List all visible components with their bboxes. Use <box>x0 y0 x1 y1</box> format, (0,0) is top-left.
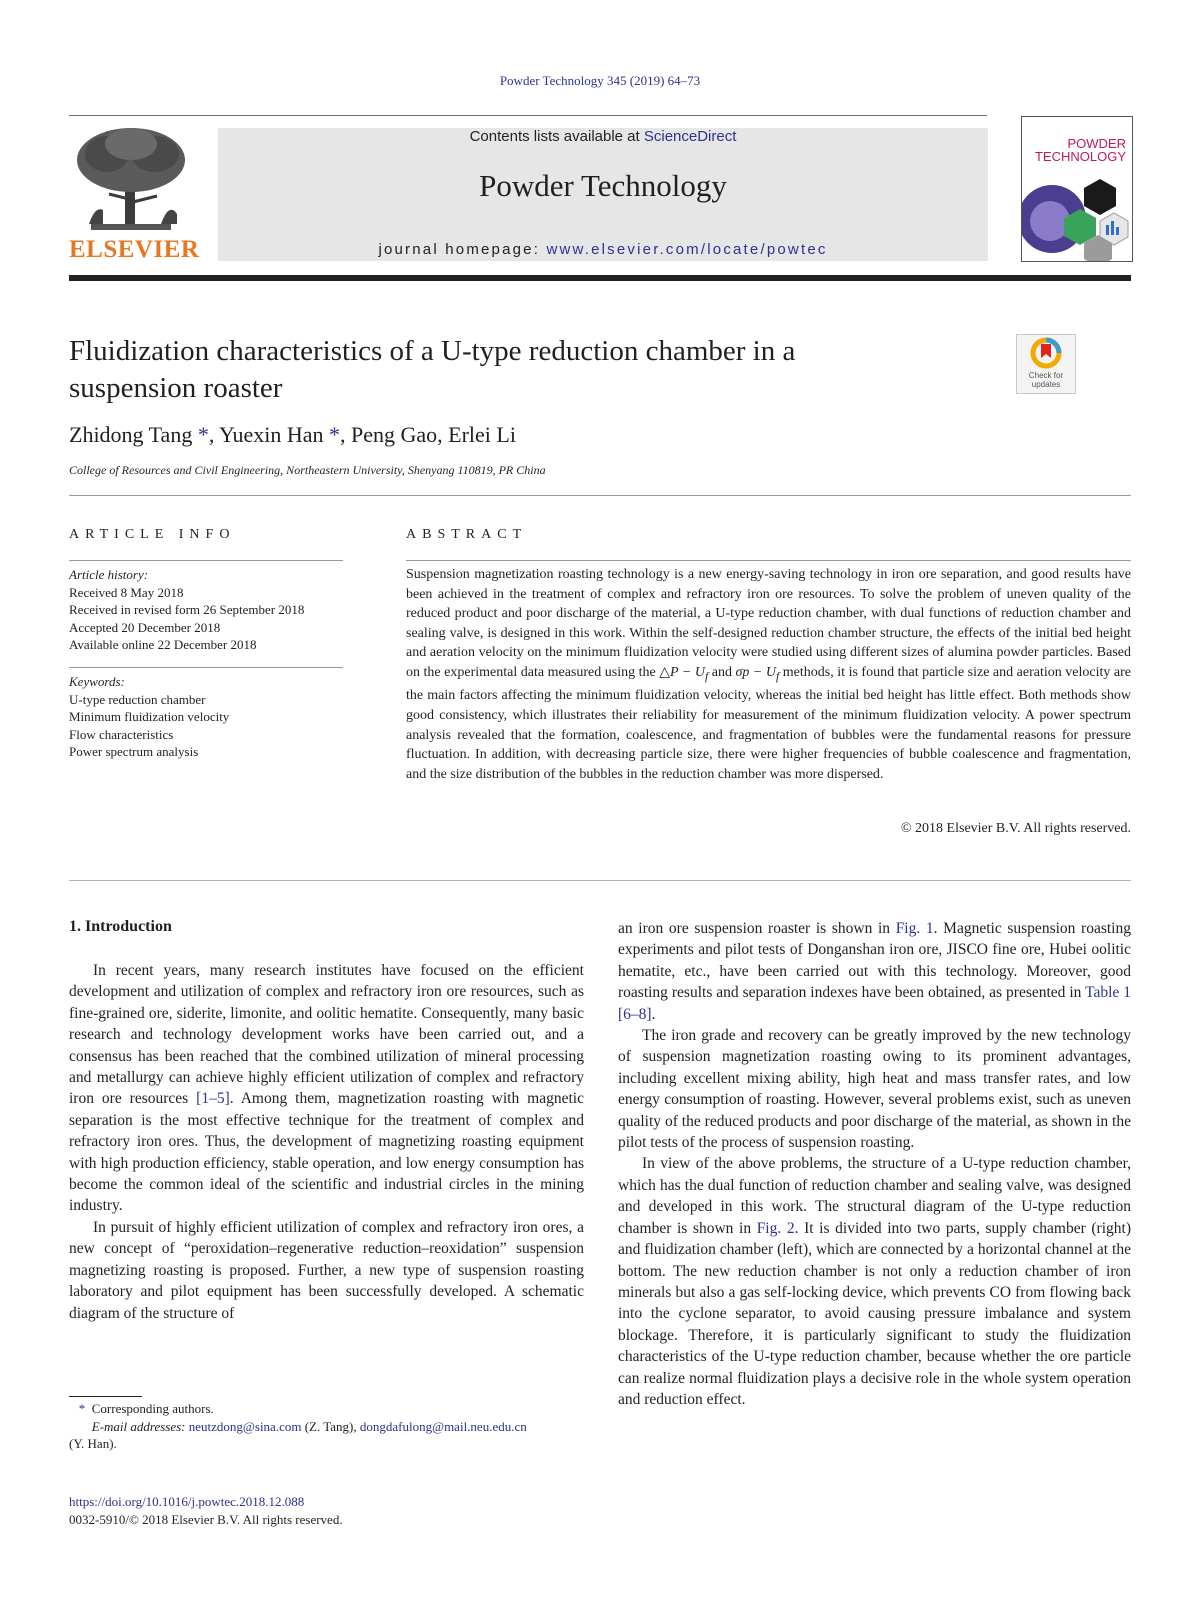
email-owner: (Y. Han). <box>69 1436 117 1451</box>
author-name: Zhidong Tang <box>69 422 193 447</box>
keyword-item: U-type reduction chamber <box>69 691 206 707</box>
author-name: Peng Gao <box>351 422 438 447</box>
table-link[interactable]: Table 1 <box>1085 984 1132 1002</box>
sciencedirect-link[interactable]: ScienceDirect <box>643 128 737 145</box>
author-separator: , <box>437 422 449 447</box>
paragraph-text: In view of the above problems, the structure of a U-type reduction chamber, which has the dual function of reduction chamber and sealing valve, was designed and developed in this work. The structural diagram of the U-type reduction chamber is shown in <box>618 1155 1131 1237</box>
footnote-star: * <box>78 1401 86 1416</box>
footnote-rule <box>69 1396 142 1397</box>
author-list <box>69 422 516 448</box>
crossmark-icon <box>1017 335 1075 371</box>
corresponding-author-marker[interactable]: * <box>323 422 340 447</box>
body-column-left <box>69 960 584 1324</box>
corresponding-note <box>69 1400 584 1418</box>
email-link[interactable]: dongdafulong@mail.neu.edu.cn <box>359 1418 527 1434</box>
paragraph <box>618 1153 1131 1410</box>
method-sigma-p-symbol: σp − U <box>735 664 777 680</box>
cover-title-line1: POWDER <box>1067 136 1126 151</box>
keywords <box>69 673 349 761</box>
method-sigma-p-subscript: f <box>776 669 780 683</box>
issn-line: 0032-5910/© 2018 Elsevier B.V. All rights reserved. <box>69 1511 343 1527</box>
paragraph-text: . <box>651 1005 656 1023</box>
cover-art-icon <box>1022 169 1132 261</box>
paragraph <box>69 960 584 1217</box>
keyword-item: Minimum fluidization velocity <box>69 709 230 724</box>
publisher-logo-text: ELSEVIER <box>69 236 200 263</box>
paragraph: The iron grade and recovery can be greatly improved by the new technology of suspension magnetization roasting owing to its prominent advantages, including excellent mixing ability, high heat and mass transfer rates, and low energy consumption of roasting. However, several problems exist, such as uneven quality of the reduced products and poor discharge of the material, as shown in the pilot tests of the process of suspension roasting. <box>618 1027 1131 1152</box>
email-note <box>69 1418 584 1436</box>
crossmark-label <box>1017 371 1075 389</box>
paragraph-text: In recent years, many research institutes have focused on the efficient development and utilization of complex and refractory iron ore resources, such as fine-grained ore, siderite, limonite, and oolitic hematite. Consequently, many basic research and technology development works have been carried out, and a consensus has been reached that the combined utilization of mineral processing and metallurgy can achieve highly efficient utilization of complex and refractory iron ore resources <box>69 962 584 1108</box>
contents-prefix: Contents lists available at <box>469 128 644 145</box>
crossmark-label-line2: updates <box>1031 380 1061 389</box>
paragraph-text: . Magnetic suspension roasting experiments and pilot tests of Donganshan iron ore, JISCO fine ore, Hubei oolitic hematite, etc., have been carried out with this technology. Moreover, good roasting results and separation indexes have been obtained, as presented in <box>618 920 1131 1002</box>
check-for-updates-button[interactable] <box>1016 334 1076 394</box>
method-delta-p-symbol: △P − U <box>659 664 705 680</box>
homepage-prefix: journal homepage: <box>378 241 547 258</box>
paragraph-text: . Among them, magnetization roasting with magnetic separation is the most effective technique for the treatment of complex and refractory iron ores. Thus, the development of magnetizing roasting equipment with high production efficiency, stable operation, and low energy consumption has become the common ideal of the scientific and industrial circles in the mining industry. <box>69 1090 584 1215</box>
body-rule <box>69 880 1131 881</box>
cover-title <box>1035 137 1126 163</box>
homepage-link[interactable]: www.elsevier.com/locate/powtec <box>546 241 828 258</box>
paragraph-text: . It is divided into two parts, supply chamber (right) and fluidization chamber (left), which are connected by a horizontal channel at the bottom. The new reduction chamber is not only a reduction chamber of iron minerals but also a gas self-locking device, which prevents CO from flowing back into the cyclone separator, to avoid causing pressure imbalance and system blockage. Therefore, it is particularly significant to study the fluidization characteristics of the U-type reduction chamber, because whether the ore particle can realize normal fluidization plays a decisive role in the whole system operation and reduction effect. <box>618 1219 1131 1408</box>
figure-link[interactable]: Fig. 2 <box>756 1219 795 1237</box>
keyword-item: Power spectrum analysis <box>69 744 199 759</box>
abstract-heading: ABSTRACT <box>406 527 528 542</box>
journal-citation[interactable]: Powder Technology 345 (2019) 64–73 <box>499 73 701 88</box>
author-separator: , <box>208 422 220 447</box>
footnote <box>69 1400 584 1453</box>
figure-link[interactable]: Fig. 1 <box>895 920 934 937</box>
reference-link[interactable]: [1–5] <box>196 1090 230 1108</box>
masthead-thick-rule <box>69 275 1131 281</box>
method-delta-p-subscript: f <box>704 669 709 683</box>
abstract-text-part2: methods, it is found that particle size and aeration velocity are the main factors affecting the minimum fluidization velocity, whereas the initial bed height has little effect. Both methods show good consistency, which illustrates their reliability for measurement of the minimum fluidization velocity. A power spectrum analysis revealed that the formation, coalescence, and fragmentation of bubbles were the fundamental reasons for pressure fluctuation. In addition, with decreasing particle size, there were higher frequencies of bubble coalescence and fragmentation, and the size distribution of the bubbles in the reduction chamber was more dispersed. <box>406 664 1131 782</box>
email-link[interactable]: neutzdong@sina.com <box>188 1418 302 1434</box>
abstract-rule <box>406 560 1131 561</box>
article-info-rule <box>69 560 343 561</box>
history-item: Available online 22 December 2018 <box>69 637 257 652</box>
paragraph-text: an iron ore suspension roaster is shown in <box>618 920 896 937</box>
masthead-rule <box>69 115 987 116</box>
body-column-right <box>618 918 1131 1410</box>
abstract-text-part1: Suspension magnetization roasting technology is a new energy-saving technology in iron ore separation, and good results have been achieved in the treatment of complex and refractory iron ore resources. To solve the problem of uneven quality of the reduced product and poor discharge of the material, a U-type reduction chamber, with dual functions of reduction chamber and sealing valve, is designed in this work. Within the self-designed reduction chamber structure, the effects of the initial bed height and aeration velocity on the minimum fluidization velocity were studied using different sizes of alumina powder particles. Based on the experimental data measured using the <box>406 567 1131 680</box>
author-name: Erlei Li <box>448 422 516 447</box>
author-name: Yuexin Han <box>219 422 324 447</box>
abstract-conjunction: and <box>708 664 736 680</box>
email-label: E-mail addresses: <box>91 1418 186 1434</box>
history-item: Accepted 20 December 2018 <box>69 619 221 635</box>
email-owner: (Z. Tang), <box>301 1418 360 1434</box>
journal-title: Powder Technology <box>479 168 727 203</box>
journal-banner <box>218 128 988 261</box>
abstract-text <box>406 565 1131 784</box>
doi-block <box>69 1493 343 1528</box>
doi-link[interactable]: https://doi.org/10.1016/j.powtec.2018.12.088 <box>69 1494 305 1509</box>
history-label: Article history: <box>69 567 149 582</box>
affiliation: College of Resources and Civil Engineering, Northeastern University, Shenyang 110819, PR China <box>69 463 546 477</box>
corresponding-author-marker[interactable]: * <box>192 422 209 447</box>
reference-link[interactable]: [6–8] <box>618 1005 652 1023</box>
journal-cover-thumbnail[interactable] <box>1021 116 1133 262</box>
article-title: Fluidization characteristics of a U-type reduction chamber in a suspension roaster <box>69 335 796 404</box>
cover-title-line2: TECHNOLOGY <box>1034 149 1126 164</box>
abstract-copyright: © 2018 Elsevier B.V. All rights reserved. <box>900 821 1131 836</box>
paragraph: In pursuit of highly efficient utilization of complex and refractory iron ores, a new concept of “peroxidation–regenerative reduction–reoxidation” suspension magnetizing roasting is proposed. Further, a new type of suspension roasting laboratory and pilot equipment has been successfully developed. A schematic diagram of the structure of <box>69 1218 584 1322</box>
affiliation-rule <box>69 495 1131 496</box>
history-item: Received 8 May 2018 <box>69 584 184 600</box>
journal-homepage <box>218 241 988 258</box>
crossmark-label-line1: Check for <box>1028 371 1064 380</box>
method-delta-p <box>659 664 709 683</box>
contents-availability <box>218 128 988 145</box>
tree-icon <box>69 124 193 236</box>
corresponding-text: Corresponding authors. <box>91 1401 214 1416</box>
elsevier-logo[interactable] <box>69 124 200 264</box>
history-item: Received in revised form 26 September 2018 <box>69 602 305 617</box>
keywords-rule <box>69 667 343 668</box>
method-sigma-p <box>735 664 780 683</box>
section-heading: 1. Introduction <box>69 918 172 935</box>
author-separator: , <box>340 422 351 447</box>
keywords-label: Keywords: <box>69 674 125 689</box>
article-history <box>69 566 349 654</box>
paragraph <box>618 918 1131 1025</box>
keyword-item: Flow characteristics <box>69 726 174 742</box>
article-info-heading: ARTICLE INFO <box>69 527 236 542</box>
